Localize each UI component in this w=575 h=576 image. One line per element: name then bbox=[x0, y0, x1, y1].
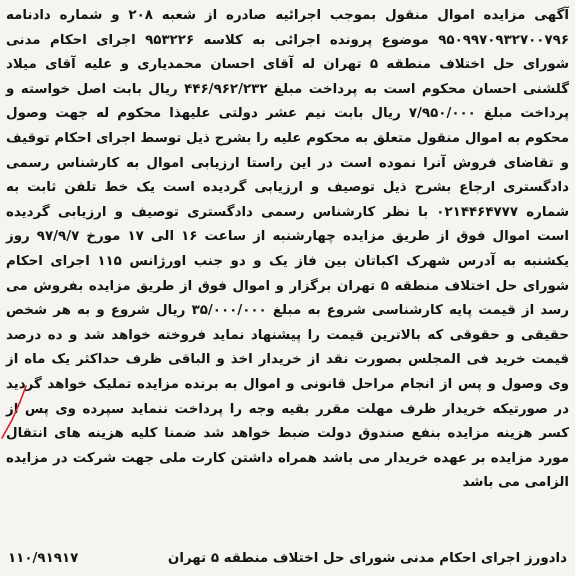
red-pen-mark bbox=[0, 380, 30, 440]
auction-notice bbox=[6, 4, 569, 496]
notice-footer bbox=[8, 546, 567, 572]
notice-body: آگهی مزایده اموال منقول بموجب اجرائیه صادره از شعبه ۲۰۸ و شماره دادنامه ۹۵۰۹۹۷۰۹۳۲۷۰۰۷۹۶ موضوع پرونده اجرائی به کلاسه ۹۵۳۲۲۶ اجرای احکام مدنی شورای حل اختلاف منطقه ۵ تهران له آقای احسان محمدیاری و علیه آقای میلاد گلشنی احسان محکوم است به پرداخت مبلغ ۴۴۶/۹۶۲/۲۳۲ ریال بابت اصل خواسته و پرداخت مبلغ ۷/۹۵۰/۰۰۰ ریال بابت نیم عشر دولتی علیهذا محکوم له جهت وصول محکوم به اموال منقول متعلق به محکوم علیه را بشرح ذیل توسط اجرای احکام توقیف و تقاضای فروش آنرا نموده است در این راستا ارزیابی اموال به کارشناس رسمی دادگستری ارجاع بشرح ذیل توصیف و ارزیابی گردیده است یک خط تلفن ثابت به شماره ۰۲۱۴۴۶۴۷۷۷ با نظر کارشناس رسمی دادگستری توصیف و ارزیابی گردیده است اموال فوق از طریق مزایده چهارشنبه از ساعت ۱۶ الی ۱۷ مورخ ۹۷/۹/۷ روز یکشنبه به آدرس شهرک اکباتان بین فاز یک و دو جنب اورژانس ۱۱۵ اجرای احکام شورای حل اختلاف منطقه ۵ تهران برگزار و اموال فوق از طریق مزایده بفروش می رسد از قیمت پایه کارشناسی شروع به مبلغ ۳۵/۰۰۰/۰۰۰ ریال شروع و به هر شخص حقیقی و حقوقی که بالاترین قیمت را پیشنهاد نماید فروخته خواهد شد و ده درصد قیمت خرید فی المجلس بصورت نقد از خریدار اخذ و الباقی ظرف حداکثر یک ماه از وی وصول و پس از انجام مراحل قانونی و اموال به برنده مزایده تملیک خواهد گردید در صورتیکه خریدار ظرف مهلت مقرر بقیه وجه را پرداخت ننماید سپرده وی پس از کسر هزینه مزایده بنفع صندوق دولت ضبط خواهد شد ضمنا کلیه هزینه های انتقال مورد مزایده بر عهده خریدار می باشد همراه داشتن کارت ملی جهت شرکت در مزایده الزامی می باشد bbox=[6, 8, 570, 491]
issuer-signature: دادورز اجرای احکام مدنی شورای حل اختلاف منطقه ۵ تهران bbox=[167, 551, 567, 566]
reference-number: ۱۱۰/۹۱۹۱۷ bbox=[8, 551, 79, 566]
